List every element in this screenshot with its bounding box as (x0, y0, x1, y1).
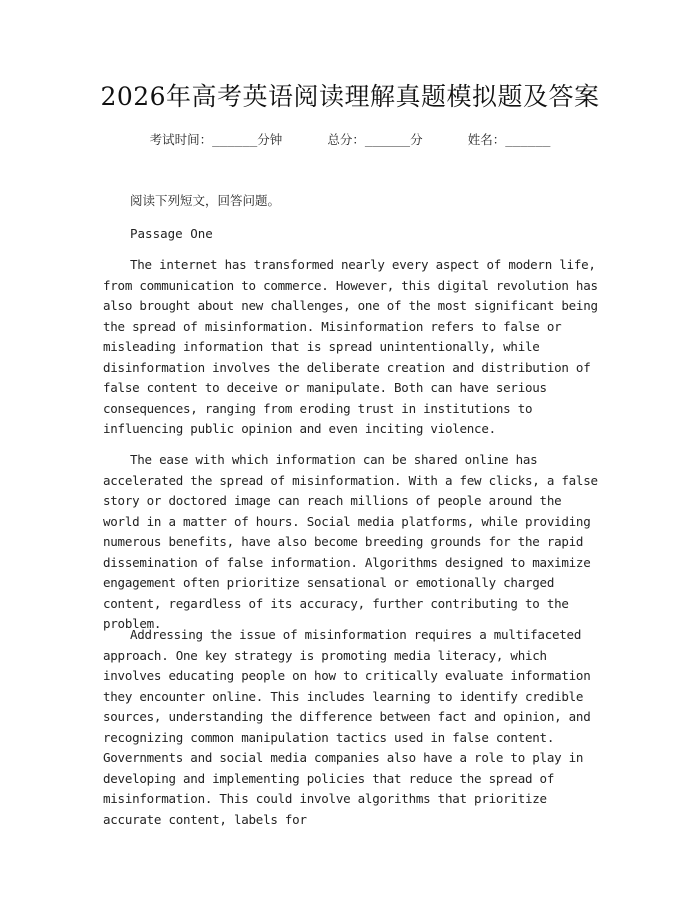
exam-time-field: 考试时间：______分钟 (149, 132, 283, 147)
passage-label: Passage One (130, 226, 213, 241)
passage-paragraph-2: The ease with which information can be shared online has accelerated the spread of misinformation. With a few clicks, a false story or doctored image can reach millions of people around the world in a matter of hours. Social media platforms, while providing numerous benefits, have also become breeding grounds for the rapid dissemination of false information. Algorithms designed to maximize engagement often prioritize sensational or emotionally charged content, regardless of its accuracy, further contributing to the problem. (103, 452, 598, 631)
passage-paragraph-1: The internet has transformed nearly every aspect of modern life, from communication to commerce. However, this digital revolution has also brought about new challenges, one of the most significant being the spread of misinformation. Misinformation refers to false or misleading information that is spread unintentionally, while disinformation involves the deliberate creation and distribution of false content to deceive or manipulate. Both can have serious consequences, ranging from eroding trust in institutions to influencing public opinion and even inciting violence. (103, 257, 598, 436)
total-score-field: 总分：______分 (327, 132, 423, 147)
student-name-field: 姓名：______ (467, 132, 551, 147)
passage-paragraph-3: Addressing the issue of misinformation requires a multifaceted approach. One key strategy is promoting media literacy, which involves educating people on how to critically evaluate information they encounter online. This includes learning to identify credible sources, understanding the difference between fact and opinion, and recognizing common manipulation tactics used in false content. Governments and social media companies also have a role to play in developing and implementing policies that reduce the spread of misinformation. This could involve algorithms that prioritize accurate content, labels for (103, 627, 591, 827)
reading-instruction: 阅读下列短文，回答问题。 (130, 193, 281, 208)
document-title: 2026年高考英语阅读理解真题模拟题及答案 (100, 82, 600, 111)
exam-meta-line (0, 130, 700, 150)
